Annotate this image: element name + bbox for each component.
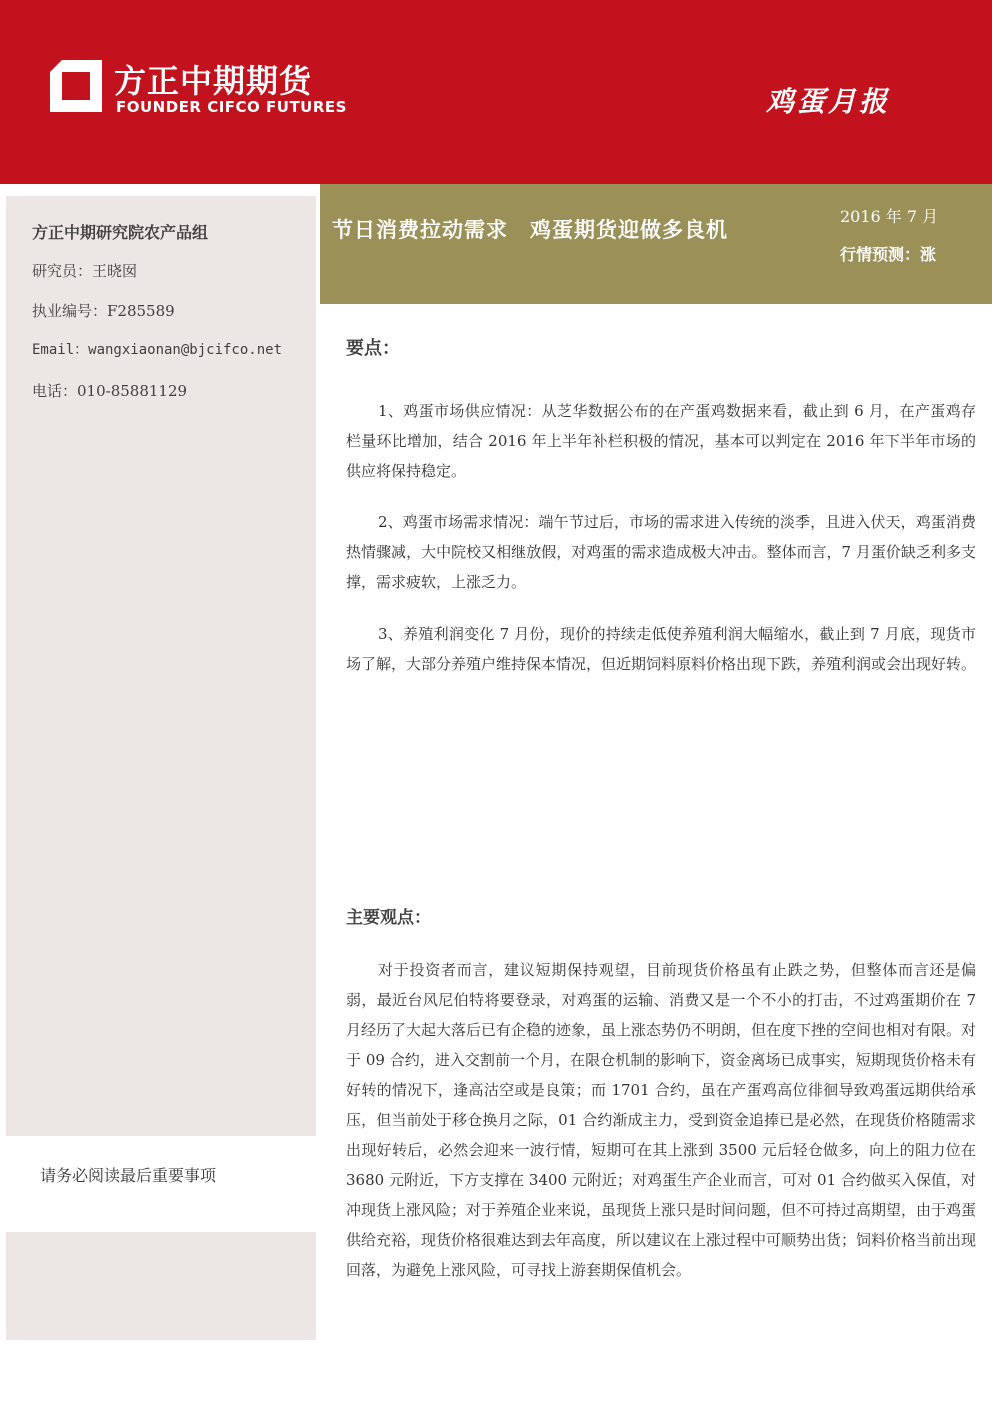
founder-cifco-logo-icon <box>48 58 104 114</box>
sidebar-org: 方正中期研究院农产品组 <box>32 223 209 242</box>
market-forecast: 行情预测：涨 <box>840 245 937 264</box>
key-point-paragraph: 2、鸡蛋市场需求情况：端午节过后，市场的需求进入传统的淡季，且进入伏天，鸡蛋消费热情骤减，大中院校又相继放假，对鸡蛋的需求造成极大冲击。整体而言，7 月蛋价缺乏利多支撑，需求疲软，上涨乏力。 <box>346 513 976 591</box>
logo-english-name: FOUNDER CIFCO FUTURES <box>116 98 347 116</box>
header-bar <box>0 0 992 184</box>
sidebar-phone: 电话：010-85881129 <box>32 382 188 400</box>
sidebar-footer-panel <box>6 1232 316 1340</box>
key-points-heading: 要点： <box>346 338 400 359</box>
important-notice: 请务必阅读最后重要事项 <box>40 1166 217 1185</box>
sidebar-panel <box>6 196 316 1136</box>
report-type-title: 鸡蛋月报 <box>765 85 890 118</box>
key-point-paragraph: 3、养殖利润变化 7 月份，现价的持续走低使养殖利润大幅缩水，截止到 7 月底，现货市场了解，大部分养殖户维持保本情况，但近期饲料原料价格出现下跌，养殖利润或会出现好转。 <box>346 625 977 673</box>
sidebar-license: 执业编号：F285589 <box>32 302 175 320</box>
key-point-paragraph: 1、鸡蛋市场供应情况：从芝华数据公布的在产蛋鸡数据来看，截止到 6 月，在产蛋鸡存栏量环比增加，结合 2016 年上半年补栏积极的情况，基本可以判定在 2016 年下半年市场的供应将保持稳定。 <box>346 402 976 480</box>
logo-chinese-name: 方正中期期货 <box>114 62 313 100</box>
report-title: 节日消费拉动需求 鸡蛋期货迎做多良机 <box>332 218 728 242</box>
main-views-heading: 主要观点： <box>346 908 431 928</box>
title-banner <box>320 184 992 304</box>
report-date: 2016 年 7 月 <box>840 207 939 226</box>
sidebar-researcher: 研究员：王晓囡 <box>32 262 138 280</box>
main-views-paragraph: 对于投资者而言，建议短期保持观望，目前现货价格虽有止跌之势，但整体而言还是偏弱，最近台风尼伯特将要登录，对鸡蛋的运输、消费又是一个不小的打击，不过鸡蛋期价在 7 月经历了大起大落后已有企稳的迹象，虽上涨态势仍不明朗，但在度下挫的空间也相对有限。对于 09 合约，进入交割前一个月，在限仓机制的影响下，资金离场已成事实，短期现货价格未有好转的情况下，逢高沽空或是良策；而 1701 合约，虽在产蛋鸡高位徘徊导致鸡蛋远期供给承压，但当前处于移仓换月之际，01 合约渐成主力，受到资金追捧已是必然，在现货价格随需求出现好转后，必然会迎来一波行情，短期可在其上涨到 3500 元后轻仓做多，向上的阻力位在 3680 元附近，下方支撑在 3400 元附近；对鸡蛋生产企业而言，可对 01 合约做买入保值，对冲现货上涨风险；对于养殖企业来说，虽现货上涨只是时间问题，但不可持过高期望，由于鸡蛋供给充裕，现货价格很难达到去年高度，所以建议在上涨过程中可顺势出货；饲料价格当前出现回落，为避免上涨风险，可寻找上游套期保值机会。 <box>346 961 977 1279</box>
sidebar-email: Email：wangxiaonan@bjcifco.net <box>32 342 283 358</box>
